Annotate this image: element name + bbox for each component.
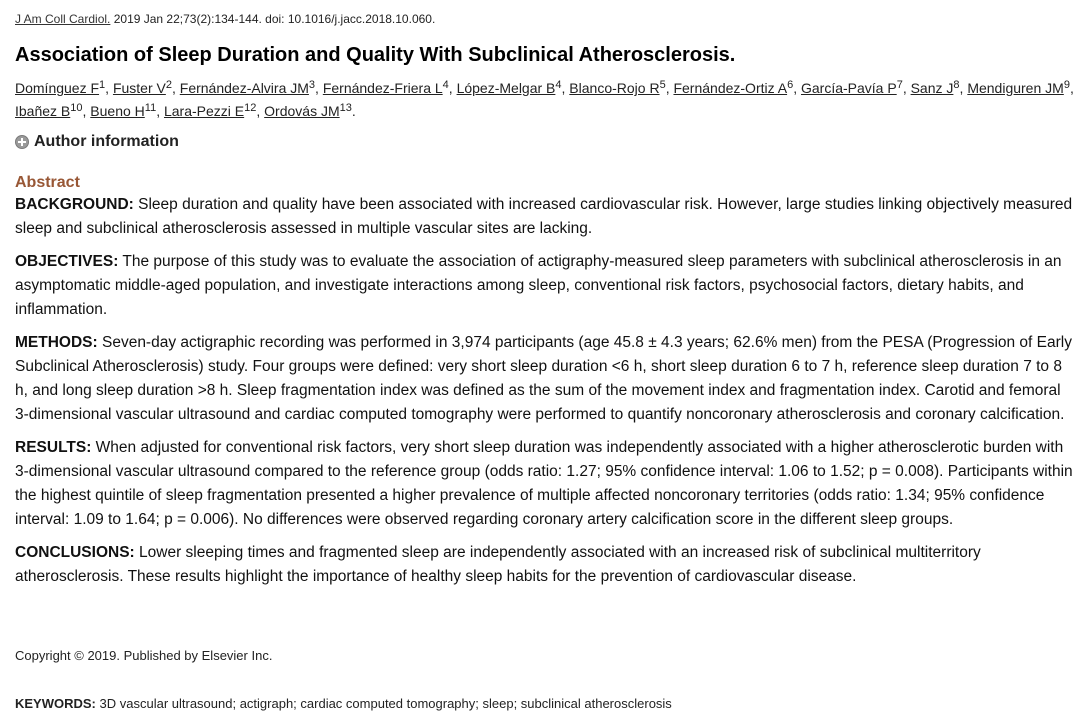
abstract-section-methods [15, 331, 1077, 427]
section-text: The purpose of this study was to evaluate the association of actigraphy-measured sleep parameters with subclinical atherosclerosis in an asymptomatic middle-aged population, and investigate interactions among sleep, conventional risk factors, psychosocial factors, dietary habits, and inflammation. [15, 253, 1062, 318]
author-link[interactable]: Domínguez F [15, 80, 100, 96]
author-link[interactable]: Ibañez B [15, 103, 71, 119]
author-link[interactable]: Fernández-Ortiz A [673, 80, 788, 96]
author-affiliation-number: 2 [165, 79, 172, 91]
author-information-label[interactable]: Author information [34, 133, 179, 150]
section-text: Lower sleeping times and fragmented sleep are independently associated with an increased risk of subclinical multiterritory atherosclerosis. These results highlight the importance of healthy sleep habits for the prevention of cardiovascular disease. [15, 544, 981, 585]
section-label: METHODS: [15, 334, 98, 351]
keywords-text: 3D vascular ultrasound; actigraph; cardiac computed tomography; sleep; subclinical atherosclerosis [99, 696, 672, 711]
author-link[interactable]: Bueno H [90, 103, 145, 119]
author-affiliation-number: 12 [244, 102, 257, 114]
plus-icon[interactable] [15, 135, 29, 149]
abstract-body [15, 193, 1077, 598]
author-link[interactable]: Sanz J [910, 80, 954, 96]
copyright-notice: Copyright © 2019. Published by Elsevier Inc. [15, 648, 273, 663]
abstract-section-results [15, 436, 1077, 532]
section-text: Sleep duration and quality have been associated with increased cardiovascular risk. However, large studies linking objectively measured sleep and subclinical atherosclerosis assessed in multiple vascular sites are lacking. [15, 196, 1073, 237]
author-affiliation-number: 3 [308, 79, 316, 91]
author-affiliation-number: 1 [99, 79, 106, 91]
author-link[interactable]: Ordovás JM [264, 103, 340, 119]
author-affiliation-number: 7 [896, 79, 903, 91]
author-affiliation-number: 4 [442, 79, 449, 91]
abstract-section-conclusions [15, 541, 1077, 589]
author-affiliation-number: 13 [339, 102, 352, 114]
keywords [15, 695, 672, 713]
citation-details: 2019 Jan 22;73(2):134-144. doi: 10.1016/j.jacc.2018.10.060. [113, 12, 436, 26]
author-link[interactable]: García-Pavía P [800, 80, 897, 96]
author-affiliation-number: 5 [659, 79, 666, 91]
author-link[interactable]: Blanco-Rojo R [569, 80, 660, 96]
section-label: OBJECTIVES: [15, 253, 119, 270]
author-link[interactable]: Lara-Pezzi E [163, 103, 245, 119]
author-link[interactable]: Fernández-Friera L [322, 80, 443, 96]
section-label: BACKGROUND: [15, 196, 134, 213]
author-affiliation-number: 4 [555, 79, 562, 91]
author-link[interactable]: López-Melgar B [456, 80, 556, 96]
citation [15, 11, 435, 27]
section-text: When adjusted for conventional risk factors, very short sleep duration was independently associated with a higher atherosclerotic burden with 3-dimensional vascular ultrasound compared to the reference group (odds ratio: 1.27; 95% confidence interval: 1.06 to 1.52; p = 0.008). Participants within the highest quintile of sleep fragmentation presented a higher prevalence of multiple affected noncoronary territories (odds ratio: 1.34; 95% confidence interval: 1.09 to 1.64; p = 0.006). No differences were observed regarding coronary artery calcification score in the different sleep groups. [15, 439, 1073, 528]
section-text: Seven-day actigraphic recording was performed in 3,974 participants (age 45.8 ± 4.3 years; 62.6% men) from the PESA (Progression of Early Subclinical Atherosclerosis) study. Four groups were defined: very short sleep duration <6 h, short sleep duration 6 to 7 h, reference sleep duration 7 to 8 h, and long sleep duration >8 h. Sleep fragmentation index was defined as the sum of the movement index and fragmentation index. Carotid and femoral 3-dimensional vascular ultrasound and cardiac computed tomography were performed to quantify noncoronary atherosclerosis and coronary calcification. [15, 334, 1072, 423]
author-link[interactable]: Fuster V [112, 80, 166, 96]
abstract-section-objectives [15, 250, 1077, 322]
section-label: RESULTS: [15, 439, 92, 456]
author-affiliation-number: 8 [953, 79, 960, 91]
article-title: Association of Sleep Duration and Quality With Subclinical Atherosclerosis. [15, 44, 736, 66]
author-link[interactable]: Mendiguren JM [967, 80, 1064, 96]
keywords-label: KEYWORDS: [15, 696, 96, 711]
author-information-toggle[interactable] [15, 132, 179, 152]
author-affiliation-number: 9 [1063, 79, 1070, 91]
abstract-heading: Abstract [15, 174, 80, 191]
author-list: Domínguez $F^1$, Fuster $V^2$, Fernández-Alvira $JM^3$, Fernández-Friera $L^4$, López-Melgar $B^4$, Blanco-Rojo $R^5$, Fernández-Ortiz $A^6$, García-Pavía $P^7$, Sanz $J^8$, Mendiguren $JM^9$, Ibañez $B^{10}$, Bueno $H^{11}$, Lara-Pezzi $E^{12}$, Ordovás JM$^{13}$. [15, 79, 1074, 119]
section-label: CONCLUSIONS: [15, 544, 135, 561]
author-affiliation-number: 6 [787, 79, 794, 91]
abstract-section-background [15, 193, 1077, 241]
author-affiliation-number: 10 [70, 102, 83, 114]
author-link[interactable]: Fernández-Alvira JM [179, 80, 309, 96]
author-affiliation-number: 11 [144, 102, 157, 114]
journal-link[interactable]: J Am Coll Cardiol. [15, 12, 111, 26]
